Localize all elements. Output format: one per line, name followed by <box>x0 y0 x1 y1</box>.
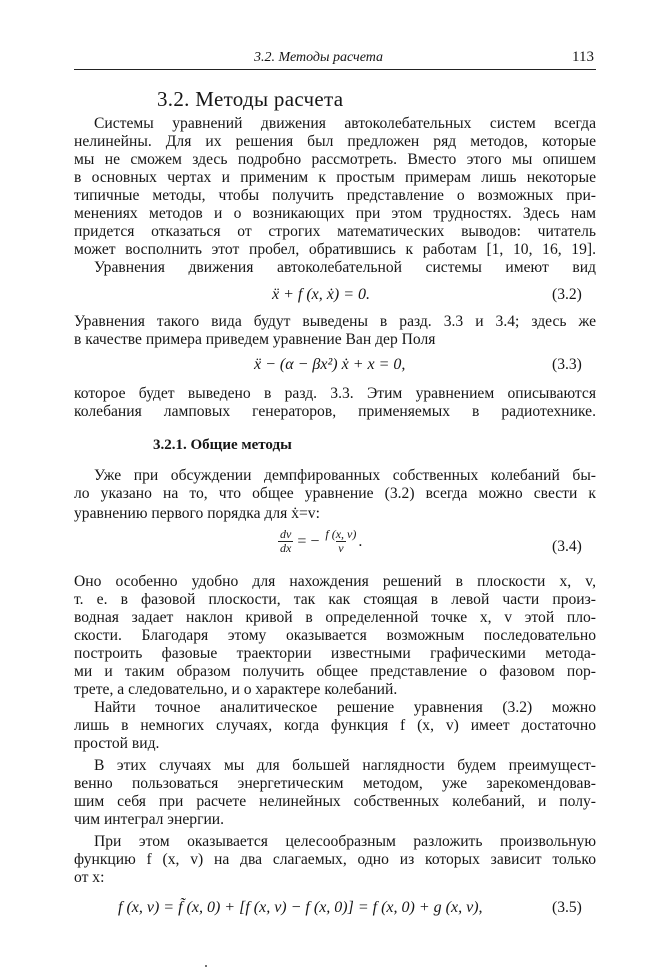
equation-number-3-4: (3.4) <box>552 538 582 555</box>
paragraph-line: может восполнить этот пробел, обратившись к работам [1, 10, 16, 19]. <box>74 241 596 258</box>
header-rule <box>74 69 596 70</box>
fraction-lhs <box>278 528 293 555</box>
fraction-denominator: v <box>338 541 344 555</box>
equation-3-4 <box>278 528 362 555</box>
paragraph-line: в основных чертах и применим к простым примерам лишь некоторые <box>74 169 596 186</box>
equation-3-5: f (x, v) = f̃ (x, 0) + [f (x, v) − f (x, 0)] = f (x, 0) + g (x, v), <box>118 899 483 916</box>
paragraph-line: типичные методы, чтобы получить представление о возможных при- <box>74 187 596 204</box>
paragraph-line: Уравнения движения автоколебательной системы имеют вид <box>94 259 596 276</box>
paragraph-line: функцию f (x, v) на два слагаемых, одно из которых зависит только <box>74 851 596 868</box>
paragraph-line: которое будет выведено в разд. 3.3. Этим уравнением описываются <box>74 385 596 402</box>
equation-3-2: ẍ + f (x, ẋ) = 0. <box>272 286 370 303</box>
paragraph-line: мы не сможем здесь подробно рассмотреть. Вместо этого мы опишем <box>74 151 596 168</box>
running-header-title: 3.2. Методы расчета <box>254 50 384 65</box>
paragraph-line: ми и таким образом получить общее представление о фазовом пор- <box>74 663 596 680</box>
paragraph-line: В этих случаях мы для большей наглядности будем преимущест- <box>94 757 596 774</box>
paragraph-line: колебания ламповых генераторов, применяемых в радиотехнике. <box>74 403 596 420</box>
paragraph-line: т. е. в фазовой плоскости, так как стоящая в левой части произ- <box>74 591 596 608</box>
equation-period: . <box>358 532 363 550</box>
paragraph-line: Уравнения такого вида будут выведены в разд. 3.3 и 3.4; здесь же <box>74 313 596 330</box>
paragraph-line: венно пользоваться энергетическим методом, уже зарекомендовав- <box>74 775 596 792</box>
paragraph-line: Оно особенно удобно для нахождения решений в плоскости x, v, <box>74 573 596 590</box>
equals-minus: = − <box>297 532 320 550</box>
equation-number-3-2: (3.2) <box>552 286 582 303</box>
page-number: 113 <box>572 49 594 65</box>
paragraph-line: шим себя при расчете нелинейных собственных колебаний, и полу- <box>74 793 596 810</box>
paragraph-line: трете, а следовательно, и о характере колебаний. <box>74 681 398 698</box>
paragraph-line: в качестве примера приведем уравнение Ван дер Поля <box>74 331 436 348</box>
fraction-denominator: dx <box>280 541 292 555</box>
paragraph-line: от x: <box>74 869 105 886</box>
paragraph-line: построить фазовые траектории известными графическими метода- <box>74 645 596 662</box>
fraction-numerator: dv <box>280 527 292 541</box>
paragraph-line: нелинейны. Для их решения был предложен ряд методов, которые <box>74 133 596 150</box>
paragraph-line: Уже при обсуждении демпфированных собственных колебаний бы- <box>94 467 596 484</box>
subsection-title: 3.2.1. Общие методы <box>153 437 292 453</box>
equation-3-3: ẍ − (α − βx²) ẋ + x = 0, <box>254 356 406 373</box>
paragraph-line: ло указано на то, что общее уравнение (3.2) всегда можно свести к <box>74 485 596 502</box>
paragraph-line: При этом оказывается целесообразным разложить произвольную <box>94 833 596 850</box>
equation-number-3-5: (3.5) <box>552 899 582 916</box>
paragraph-line: простой вид. <box>74 735 160 752</box>
paragraph-line: лишь в немногих случаях, когда функция f (x, v) имеет достаточно <box>74 717 596 734</box>
paragraph-line: менениях методов и о возникающих при этом трудностях. Здесь нам <box>74 205 596 222</box>
paragraph-line: Найти точное аналитическое решение уравнения (3.2) можно <box>94 699 596 716</box>
fraction-numerator: f (x, v) <box>325 527 357 541</box>
paragraph-line: Системы уравнений движения автоколебательных систем всегда <box>94 115 596 132</box>
paragraph-line: придется отказаться от строгих математических выводов: читатель <box>74 223 596 240</box>
print-speck <box>205 965 207 967</box>
section-title: 3.2. Методы расчета <box>157 87 344 111</box>
fraction-rhs <box>323 528 358 555</box>
equation-number-3-3: (3.3) <box>552 356 582 373</box>
paragraph-line: уравнению первого порядка для ẋ=v: <box>74 505 320 522</box>
paragraph-line: водная задает наклон кривой в определенной точке x, v этой пло- <box>74 609 596 626</box>
paragraph-line: чим интеграл энергии. <box>74 811 225 828</box>
paragraph-line: скости. Благодаря этому оказывается возможным последовательно <box>74 627 596 644</box>
